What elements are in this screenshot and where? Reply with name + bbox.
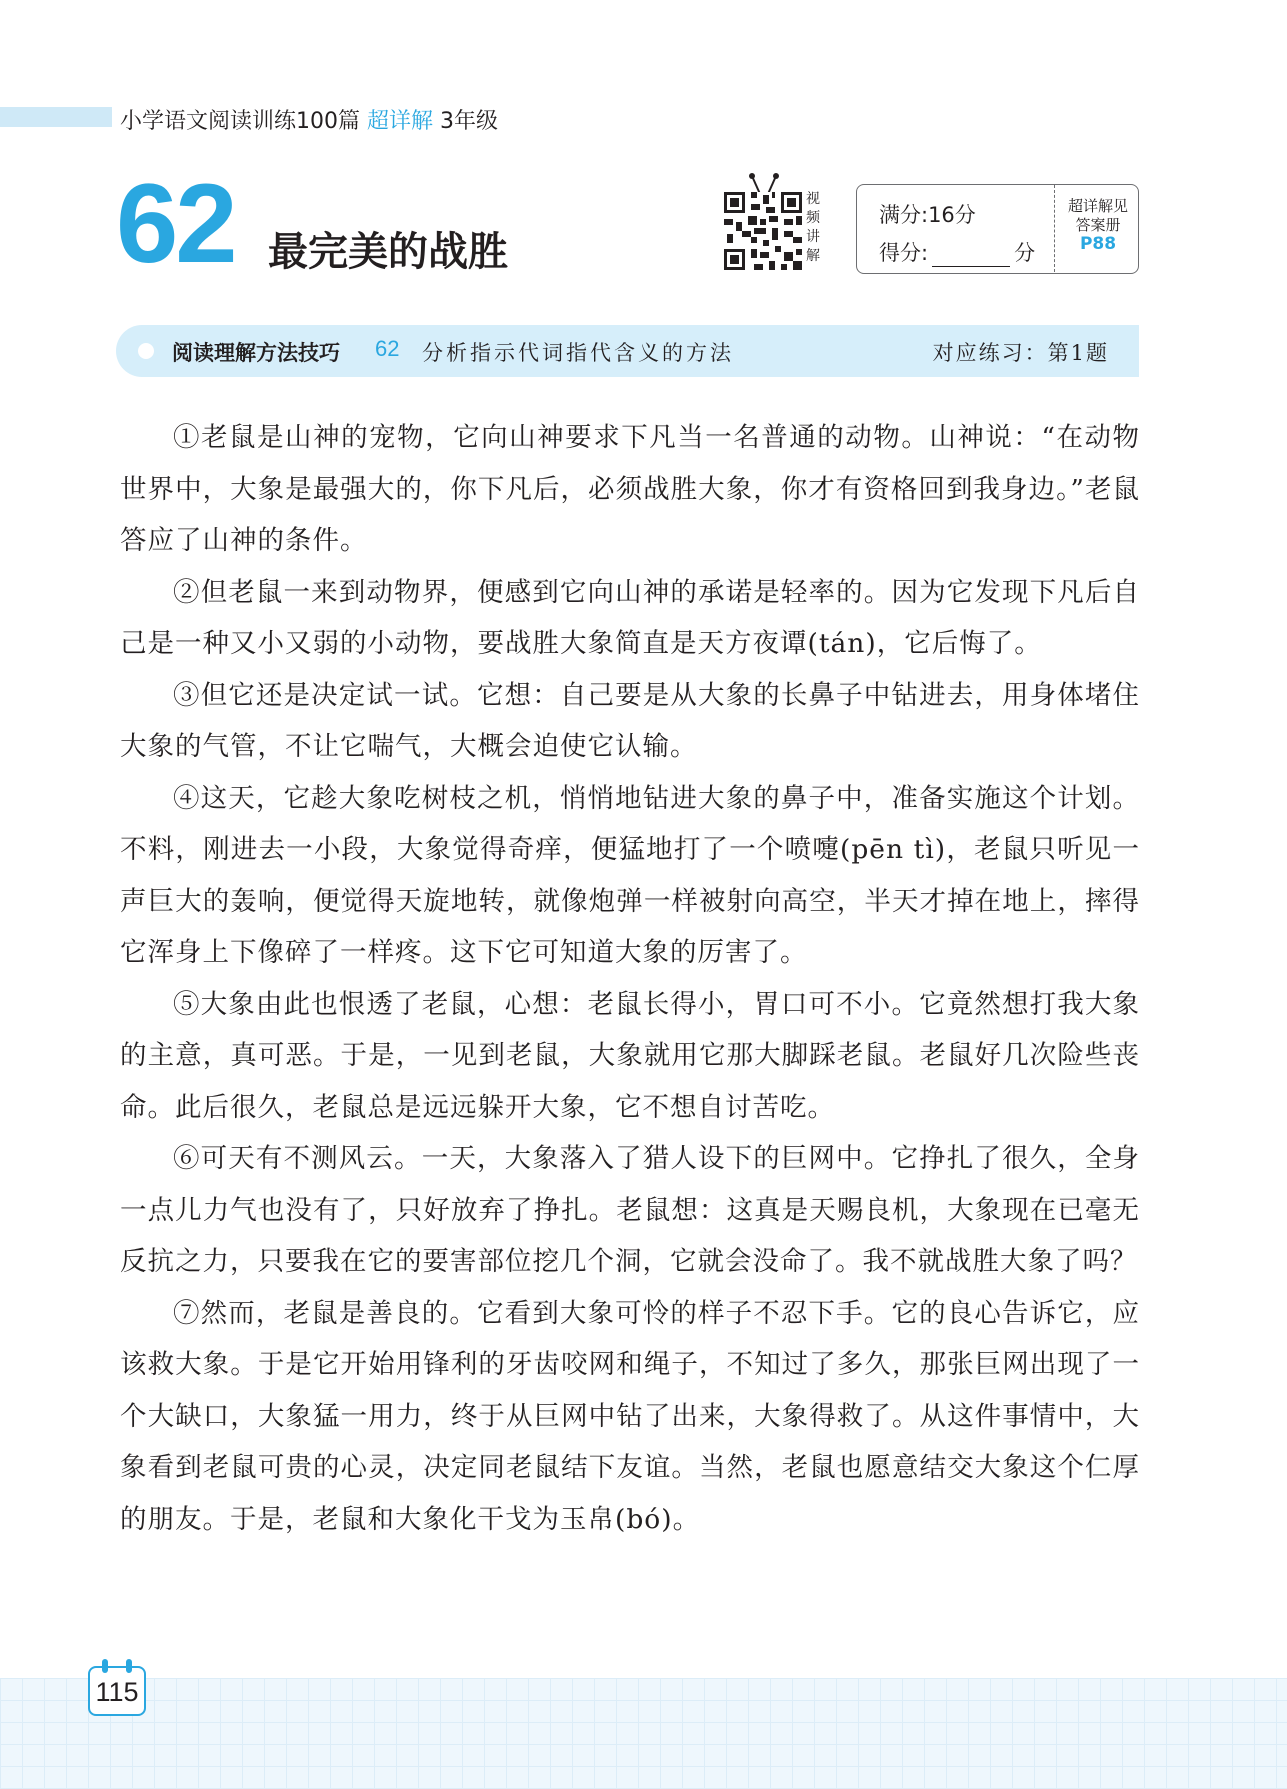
video-qr-code[interactable] [724,172,808,272]
reading-passage [120,412,1140,1545]
score-blank[interactable] [932,246,1010,267]
qr-label-char: 频 [806,210,820,226]
calendar-ring-icon [126,1659,132,1673]
page-number: 115 [95,1677,139,1707]
method-number: 62 [375,336,400,361]
method-text: 分析指示代词指代含义的方法 [422,341,734,365]
paragraph: ⑥可天有不测风云。一天，大象落入了猎人设下的巨网中。它挣扎了很久，全身一点儿力气也没有了，只好放弃了挣扎。老鼠想：这真是天赐良机，大象现在已毫无反抗之力，只要我在它的要害部位挖几个洞，它就会没命了。我不就战胜大象了吗？ [120,1143,1140,1277]
score-field [879,237,1035,267]
answer-ref-line2: 答案册 [1075,216,1121,234]
book-title: 小学语文阅读训练100篇 [120,109,360,134]
answer-reference [1057,197,1139,254]
paragraph: ⑤大象由此也恨透了老鼠，心想：老鼠长得小，胃口可不小。它竟然想打我大象的主意，真可恶。于是，一见到老鼠，大象就用它那大脚踩老鼠。老鼠好几次险些丧命。此后很久，老鼠总是远远躲开大象，它不想自讨苦吃。 [120,988,1140,1123]
qr-label-char: 讲 [806,229,820,245]
book-highlight: 超详解 [367,109,434,134]
qr-label-char: 视 [806,191,820,207]
paragraph: ②但老鼠一来到动物界，便感到它向山神的承诺是轻率的。因为它发现下凡后自己是一种又小又弱的小动物，要战胜大象简直是天方夜谭(tán)，它后悔了。 [120,576,1140,659]
score-divider [1054,185,1055,272]
paragraph: ⑦然而，老鼠是善良的。它看到大象可怜的样子不忍下手。它的良心告诉它，应该救大象。于是它开始用锋利的牙齿咬网和绳子，不知过了多久，那张巨网出现了一个大缺口，大象猛一用力，终于从巨网中钻了出来，大象得救了。从这件事情中，大象看到老鼠可贵的心灵，决定同老鼠结下友谊。当然，老鼠也愿意结交大象这个仁厚的朋友。于是，老鼠和大象化干戈为玉帛(bó)。 [120,1297,1140,1535]
bullet-dot-icon [138,343,154,359]
lesson-number: 62 [116,161,235,286]
lesson-title: 最完美的战胜 [268,229,508,275]
method-label: 阅读理解方法技巧 [172,341,340,365]
answer-ref-page: P88 [1079,234,1117,254]
book-header [120,104,498,135]
page-number-badge [88,1666,146,1716]
answer-ref-line1: 超详解见 [1067,197,1128,215]
full-score: 满分:16分 [879,203,976,227]
method-tip-bar [116,325,1139,377]
qr-label-char: 解 [806,248,820,264]
footer-grid-background [0,1678,1287,1789]
book-grade: 3年级 [440,109,499,134]
qr-code-icon [724,192,802,270]
paragraph: ④这天，它趁大象吃树枝之机，悄悄地钻进大象的鼻子中，准备实施这个计划。不料，刚进去一小段，大象觉得奇痒，便猛地打了一个喷嚏(pēn tì)，老鼠只听见一声巨大的轰响，便觉得天旋地转，就像炮弹一样被射向高空，半天才掉在地上，摔得它浑身上下像碎了一样疼。这下它可知道大象的厉害了。 [120,782,1140,968]
score-label: 得分: [879,241,929,265]
calendar-ring-icon [102,1659,108,1673]
qr-label [806,190,826,266]
score-box [856,184,1139,274]
header-accent-band [0,107,112,127]
paragraph: ①老鼠是山神的宠物，它向山神要求下凡当一名普通的动物。山神说：“在动物世界中，大象是最强大的，你下凡后，必须战胜大象，你才有资格回到我身边。”老鼠答应了山神的条件。 [120,422,1140,556]
method-practice-ref: 对应练习：第1题 [932,341,1109,365]
score-unit: 分 [1014,241,1036,265]
paragraph: ③但它还是决定试一试。它想：自己要是从大象的长鼻子中钻进去，用身体堵住大象的气管，不让它喘气，大概会迫使它认输。 [120,679,1140,762]
